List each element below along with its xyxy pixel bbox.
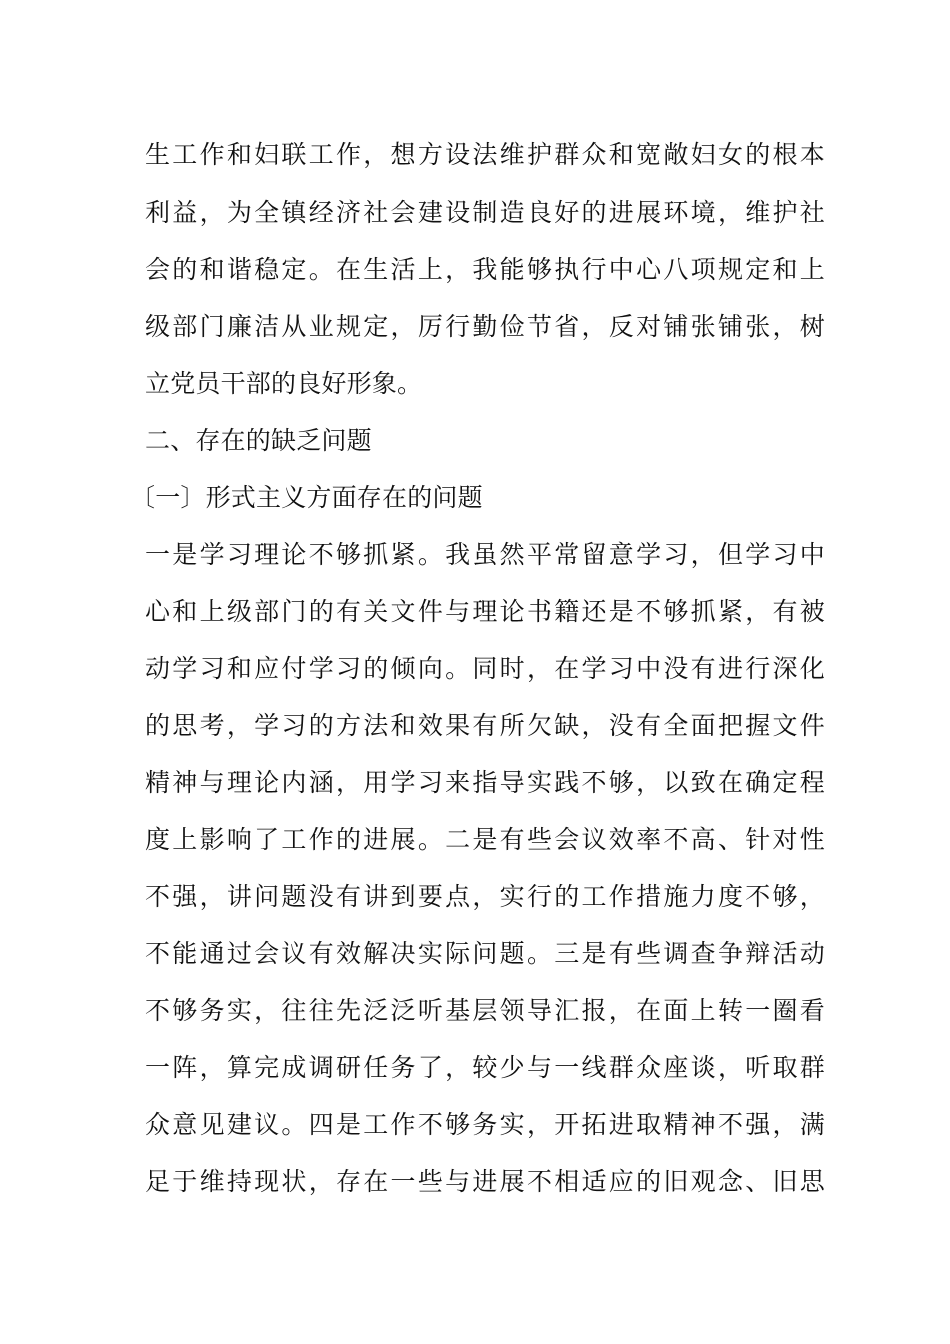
text-line: 众意见建议。四是工作不够务实，开拓进取精神不强，满 [145,1110,825,1139]
subsection-heading: 〔一〕形式主义方面存在的问题 [130,483,483,512]
text-line: 会的和谐稳定。在生活上，我能够执行中心八项规定和上 [145,255,825,284]
text-line: 立党员干部的良好形象。 [145,369,423,398]
text-line: 级部门廉洁从业规定，厉行勤俭节省，反对铺张铺张，树 [145,312,825,341]
text-line: 不能通过会议有效解决实际问题。三是有些调查争辩活动 [145,939,825,968]
text-line: 精神与理论内涵，用学习来指导实践不够，以致在确定程 [145,768,825,797]
text-line: 足于维持现状，存在一些与进展不相适应的旧观念、旧思 [145,1167,825,1196]
text-line: 生工作和妇联工作，想方设法维护群众和宽敞妇女的根本 [145,140,825,169]
text-line: 度上影响了工作的进展。二是有些会议效率不高、针对性 [145,825,825,854]
text-line: 一阵，算完成调研任务了，较少与一线群众座谈，听取群 [145,1053,825,1082]
text-line: 不强，讲问题没有讲到要点，实行的工作措施力度不够， [145,882,825,911]
text-line: 动学习和应付学习的倾向。同时，在学习中没有进行深化 [145,654,825,683]
text-line: 的思考，学习的方法和效果有所欠缺，没有全面把握文件 [145,711,825,740]
text-line: 利益，为全镇经济社会建设制造良好的进展环境，维护社 [145,198,825,227]
text-line: 不够务实，往往先泛泛听基层领导汇报，在面上转一圈看 [145,996,825,1025]
text-line: 心和上级部门的有关文件与理论书籍还是不够抓紧，有被 [145,597,825,626]
text-line: 一是学习理论不够抓紧。我虽然平常留意学习，但学习中 [145,540,825,569]
section-heading: 二、存在的缺乏问题 [145,426,372,455]
